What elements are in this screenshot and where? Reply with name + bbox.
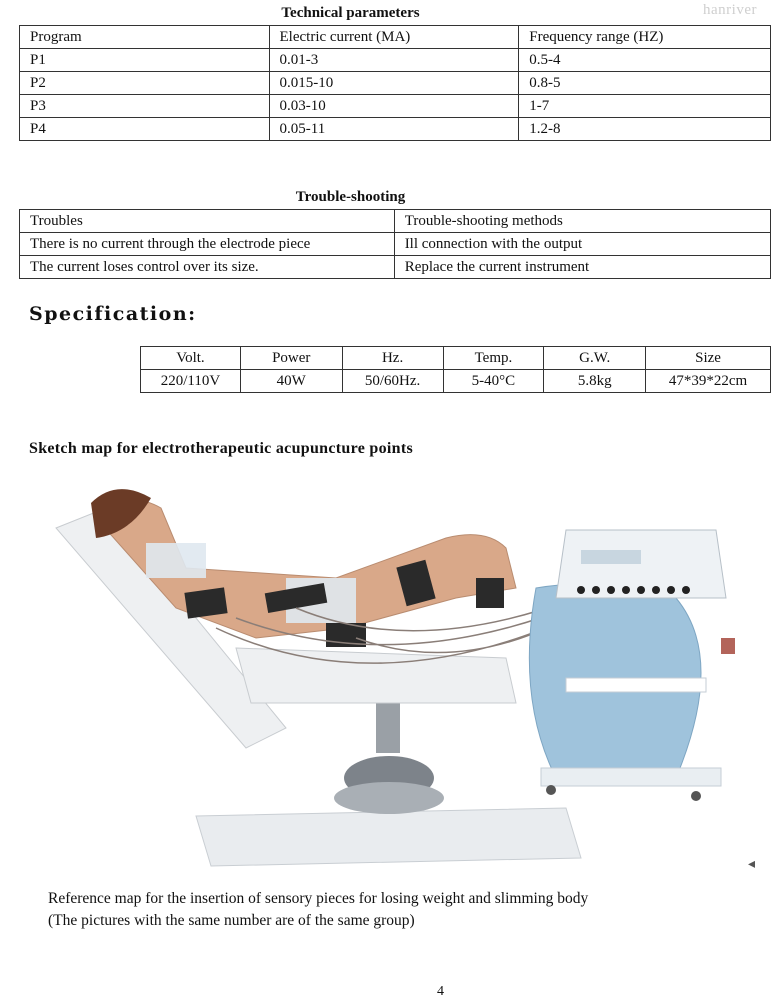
electrode-strap	[184, 587, 227, 618]
tech-parameters-table	[19, 25, 771, 141]
device-handle	[721, 638, 735, 654]
table-cell: 0.03-10	[269, 95, 519, 118]
header-cell: Trouble-shooting methods	[394, 210, 770, 233]
table-cell: 0.8-5	[519, 72, 771, 95]
header-cell: Volt.	[141, 347, 241, 370]
chair-seat	[236, 648, 516, 703]
table-cell: P2	[20, 72, 270, 95]
table-cell: The current loses control over its size.	[20, 256, 395, 279]
table-cell: 47*39*22cm	[646, 370, 771, 393]
reference-caption-line: (The pictures with the same number are of the same group)	[48, 912, 415, 929]
table-cell: 5.8kg	[544, 370, 646, 393]
table-header-row	[20, 210, 771, 233]
watermark-text: hanriver	[703, 2, 757, 18]
header-cell: Electric current (MA)	[269, 26, 519, 49]
table-row	[20, 49, 771, 72]
header-cell: Frequency range (HZ)	[519, 26, 771, 49]
header-cell: Power	[240, 347, 342, 370]
electrode-strap	[476, 578, 504, 608]
table-cell: 0.05-11	[269, 118, 519, 141]
table-row	[20, 233, 771, 256]
unit-display-panel	[581, 550, 641, 564]
sketch-map-heading: Sketch map for electrotherapeutic acupuncture points	[29, 440, 414, 457]
table-cell: Ill connection with the output	[394, 233, 770, 256]
specification-heading: Specification:	[29, 303, 197, 325]
chair-base-plate	[196, 808, 581, 866]
electrotherapy-device-illustration	[36, 478, 736, 878]
device-cart-base	[541, 768, 721, 786]
table-cell: 0.015-10	[269, 72, 519, 95]
header-cell: G.W.	[544, 347, 646, 370]
table-header-row	[141, 347, 771, 370]
table-cell: P3	[20, 95, 270, 118]
table-cell: 0.01-3	[269, 49, 519, 72]
table-header-row	[20, 26, 771, 49]
header-cell: Hz.	[342, 347, 443, 370]
header-cell: Temp.	[443, 347, 544, 370]
table-cell: P4	[20, 118, 270, 141]
table-cell: 1.2-8	[519, 118, 771, 141]
header-cell: Program	[20, 26, 270, 49]
table-row	[141, 370, 771, 393]
table-cell: P1	[20, 49, 270, 72]
page-number: 4	[437, 984, 444, 999]
table-cell: There is no current through the electrode piece	[20, 233, 395, 256]
reference-caption-line: Reference map for the insertion of sensory pieces for losing weight and slimming body	[48, 890, 589, 907]
table-row	[20, 256, 771, 279]
table-row	[20, 118, 771, 141]
reference-caption	[48, 888, 588, 932]
table-cell: 220/110V	[141, 370, 241, 393]
specification-table	[140, 346, 771, 393]
table-cell: 50/60Hz.	[342, 370, 443, 393]
device-cart-shelf	[566, 678, 706, 692]
table-row	[20, 95, 771, 118]
trouble-shooting-table	[19, 209, 771, 279]
tech-table-title: Technical parameters	[281, 5, 420, 21]
table-cell: 1-7	[519, 95, 771, 118]
header-cell: Size	[646, 347, 771, 370]
table-cell: 0.5-4	[519, 49, 771, 72]
table-cell: 5-40°C	[443, 370, 544, 393]
header-cell: Troubles	[20, 210, 395, 233]
table-cell: 40W	[240, 370, 342, 393]
trouble-table-title: Trouble-shooting	[295, 189, 406, 205]
table-row	[20, 72, 771, 95]
table-cell: Replace the current instrument	[394, 256, 770, 279]
cursor-arrow-icon: ◂	[748, 857, 756, 872]
